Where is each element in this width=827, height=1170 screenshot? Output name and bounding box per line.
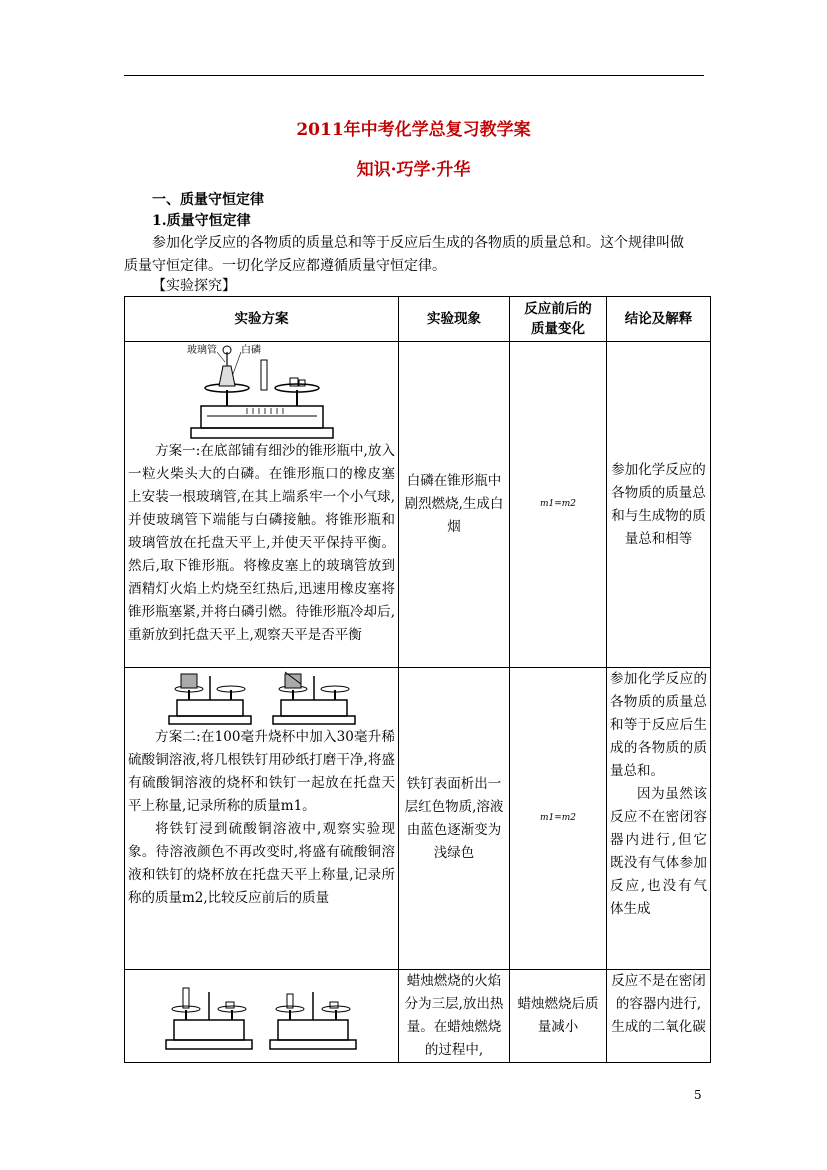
lab-label: 【实验探究】 <box>152 278 236 294</box>
plan-text-2b: 将铁钉浸到硫酸铜溶液中,观察实验现象。待溶液颜色不再改变时,将盛有硫酸铜溶液和铁钉的烧杯放在托盘天平上称量,记录所称的质量m2,比较反应前后的质量 <box>128 821 395 906</box>
header-mass-change-line1: 反应前后的 <box>524 301 592 317</box>
phenomenon-cell-2: 铁钉表面析出一层红色物质,溶液由蓝色逐渐变为浅绿色 <box>399 668 510 970</box>
phenomenon-cell-1: 白磷在锥形瓶中剧烈燃烧,生成白烟 <box>399 342 510 668</box>
phenomenon-cell-3: 蜡烛燃烧的火焰分为三层,放出热量。在蜡烛燃烧的过程中, <box>399 970 510 1063</box>
plan-text-1: 方案一:在底部铺有细沙的锥形瓶中,放入一粒火柴头大的白磷。在锥形瓶口的橡皮塞上安装一根玻璃管,在其上端系牢一个小气球,并使玻璃管下端能与白磷接触。将锥形瓶和玻璃管放在托盘天平上,并使天平保持平衡。然后,取下锥形瓶。将橡皮塞上的玻璃管放到酒精灯火焰上灼烧至红热后,迅速用橡皮塞将锥形瓶塞紧,并将白磷引燃。待锥形瓶冷却后,重新放到托盘天平上,观察天平是否平衡 <box>128 443 395 643</box>
header-mass-change-line2: 质量变化 <box>531 321 585 337</box>
header-plan: 实验方案 <box>125 297 399 342</box>
page-number: 5 <box>694 1088 702 1102</box>
balance-phosphorus-figure <box>187 344 337 440</box>
plan-cell-2 <box>125 668 399 970</box>
header-conclusion: 结论及解释 <box>607 297 711 342</box>
mass-cell-1: m1=m2 <box>510 342 607 668</box>
paragraph-line-1: 参加化学反应的各物质的质量总和等于反应后生成的各物质的质量总和。这个规律叫做 <box>152 235 684 251</box>
mass-cell-3: 蜡烛燃烧后质量减小 <box>510 970 607 1063</box>
conclusion-text-2b: 因为虽然该反应不在密闭容器内进行,但它既没有气体参加反应,也没有气体生成 <box>610 786 707 917</box>
header-mass-change <box>510 297 607 342</box>
table-header-row <box>125 297 711 342</box>
balance-iron-copper-figure <box>167 670 357 726</box>
plan-text-2a: 方案二:在100毫升烧杯中加入30毫升稀硫酸铜溶液,将几根铁钉用砂纸打磨干净,将盛有硫酸铜溶液的烧杯和铁钉一起放在托盘天平上称量,记录所称的质量m1。 <box>128 729 395 814</box>
experiment-table <box>124 296 711 1063</box>
fig-label-white-phosphorus: 白磷 <box>240 345 261 356</box>
plan-cell-1 <box>125 342 399 668</box>
table-row <box>125 668 711 970</box>
plan-cell-3 <box>125 970 399 1063</box>
fig-label-glass-tube: 玻璃管 <box>186 345 217 356</box>
header-phenomenon: 实验现象 <box>399 297 510 342</box>
balance-candle-figure <box>164 982 360 1052</box>
page-subtitle: 知识·巧学·升华 <box>356 160 471 180</box>
paragraph-line-2: 质量守恒定律。一切化学反应都遵循质量守恒定律。 <box>124 258 446 274</box>
table-row <box>125 342 711 668</box>
conclusion-text-2a: 参加化学反应的各物质的质量总和等于反应后生成的各物质的质量总和。 <box>610 671 707 779</box>
subsection-heading: 1.质量守恒定律 <box>152 213 251 229</box>
conclusion-cell-3: 反应不是在密闭的容器内进行,生成的二氧化碳 <box>607 970 711 1063</box>
page-title: 2011年中考化学总复习教学案 <box>296 120 531 140</box>
table-row <box>125 970 711 1063</box>
header-rule <box>124 75 704 76</box>
conclusion-cell-1: 参加化学反应的各物质的质量总和与生成物的质量总和相等 <box>607 342 711 668</box>
mass-cell-2: m1=m2 <box>510 668 607 970</box>
section-heading: 一、质量守恒定律 <box>152 192 264 208</box>
conclusion-cell-2 <box>607 668 711 970</box>
